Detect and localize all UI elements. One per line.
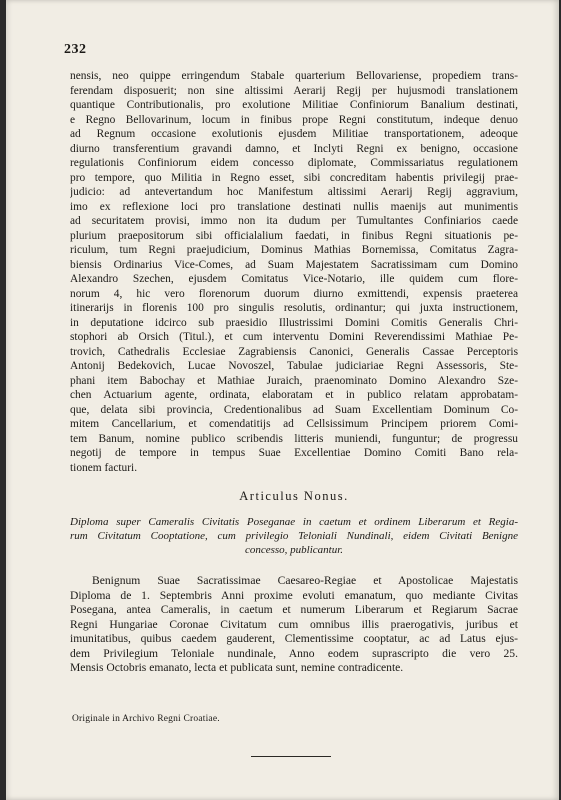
body-line: nensis, neo quippe erringendum Stabale quarterium Bellovariense, propediem trans-: [70, 70, 518, 82]
body-line: imo ex reflexione loci pro translatione destinati nullis maenijs aut munimentis: [70, 200, 518, 213]
diploma-line: Mensis Octobris emanato, lecta et publicata sunt, nemine contradicente.: [70, 661, 404, 674]
body-line: trovich, Cathedralis Ecclesiae Zagrabiensis Canonici, Generalis Cassae Perceptoris: [70, 345, 518, 358]
closing-rule: [251, 756, 331, 757]
body-line: ad securitatem provisi, immo non ita dudum per Tumultantes Confiniarios caede: [70, 215, 518, 227]
diploma-line: Benignum Suae Sacratissimae Caesareo-Regiae et Apostolicae Majestatis: [92, 574, 518, 587]
summary-line: concesso, publicantur.: [244, 544, 344, 556]
summary-line: Diploma super Cameralis Civitatis Poseganae in caetum et ordinem Liberarum et Regia-: [70, 516, 518, 528]
body-line: in deputatione idcirco sub praesidio Illustrissimi Domini Comitis Generalis Chri-: [70, 316, 518, 329]
body-line: regulationis Confiniorum eidem concesso diplomate, Commissariatus regulationem: [70, 157, 518, 169]
body-line: itinerarijs in florenis 100 pro singulis resolutis, ordinantur; qui juxta instructionem,: [70, 302, 518, 314]
body-line: tionem facturi.: [70, 461, 138, 474]
body-line: judicio: ad antevertandum hoc Manifestum altissimi Aerarij Regij aggravium,: [70, 186, 518, 198]
body-paragraph: [70, 69, 518, 475]
diploma-line: Diploma de 1. Septembris Anni proxime evoluti emanatum, quo mediante Civitas: [70, 588, 518, 602]
document-page: [6, 0, 559, 800]
diploma-line: Regni Hungariae Coronae Civitatum cum omnibus illis praerogativis, juribus et: [70, 617, 518, 631]
body-line: chen Actuarium agente, ordinata, elaboratam et in publico relatam approbatam-: [70, 389, 518, 401]
body-line: e Regno Bellovarinum, locum in finibus prope Regni constitutum, indeque denuo: [70, 113, 518, 126]
body-line: ferendam disposuerit; non sine altissimi Aerarij Regij per hujusmodi translationem: [70, 84, 518, 97]
source-footnote: Originale in Archivo Regni Croatiae.: [72, 714, 220, 724]
body-line: quantique Contributionalis, pro exolutione Militiae Confiniorum Banalium destinati,: [70, 99, 518, 111]
diploma-line: Posegana, antea Cameralis, in caetum et numerum Liberarum et Regiarum Sacrae: [70, 603, 518, 616]
body-line: biensis Ordinarius Vice-Comes, ad Suam Majestatem Sacratissimam cum Domino: [70, 258, 518, 271]
body-line: riculum, tum Regni praejudicium, Dominus Mathias Bornemissa, Comitatus Zagra-: [70, 244, 518, 256]
body-line: stophori ab Orsich (Titul.), et cum interventu Domini Reverendissimi Mathiae Pe-: [70, 331, 518, 343]
body-line: phani item Babochay et Mathiae Juraich, praenominato Domino Alexandro Sze-: [70, 374, 518, 387]
body-line: Antonij Bedekovich, Lucae Novoszel, Tabulae judiciariae Regni Assessoris, Ste-: [70, 360, 518, 372]
diploma-paragraph: [70, 574, 518, 676]
body-line: pro tempore, quo Militia in Regno esset, sibi concreditam habentis privilegij prae-: [70, 171, 518, 184]
diploma-line: dem Privilegium Teloniale nundinale, Anno eodem suprascripto die vero 25.: [70, 646, 518, 660]
summary-line: rum Civitatum Cooptatione, cum privilegio Teloniali Nundinali, eidem Civitati Benigne: [70, 530, 518, 542]
article-summary: [70, 515, 518, 557]
body-line: Alexandro Szechen, ejusdem Comitatus Vice-Notario, ille quidem cum flore-: [70, 273, 518, 285]
body-line: ad Regnum occasione exolutionis ejusdem Militiae transportationem, adeoque: [70, 128, 518, 140]
body-line: tem Banum, nomine publico scribendis litteris muniendi, funguntur; de progressu: [70, 432, 518, 445]
body-line: que, delata sibi provincia, Credentionalibus ad Suam Excellentiam Dominum Co-: [70, 403, 518, 416]
diploma-line: imunitatibus, quibus caedem gauderent, Clementissime cooptatur, ac ad Latus ejus-: [70, 632, 518, 645]
page-number: 232: [64, 42, 87, 57]
section-heading: Articulus Nonus.: [239, 489, 349, 503]
body-line: plurium praepositorum sibi officialalium faedati, in finibus Regni situationis pe-: [70, 229, 518, 242]
body-line: diurno transferentium gravandi damno, et Inclyti Regni ex benigno, occasione: [70, 142, 518, 155]
body-line: norum 4, hic vero florenorum duorum diurno exmittendi, expensis praeterea: [70, 287, 518, 300]
body-line: mitem Cancellarium, et comendatitijs ad Cellsissimum Principem priorem Comi-: [70, 418, 518, 430]
body-line: negotij de tempore in tempus Suae Excellentiae Domino Comiti Bano rela-: [70, 447, 518, 459]
